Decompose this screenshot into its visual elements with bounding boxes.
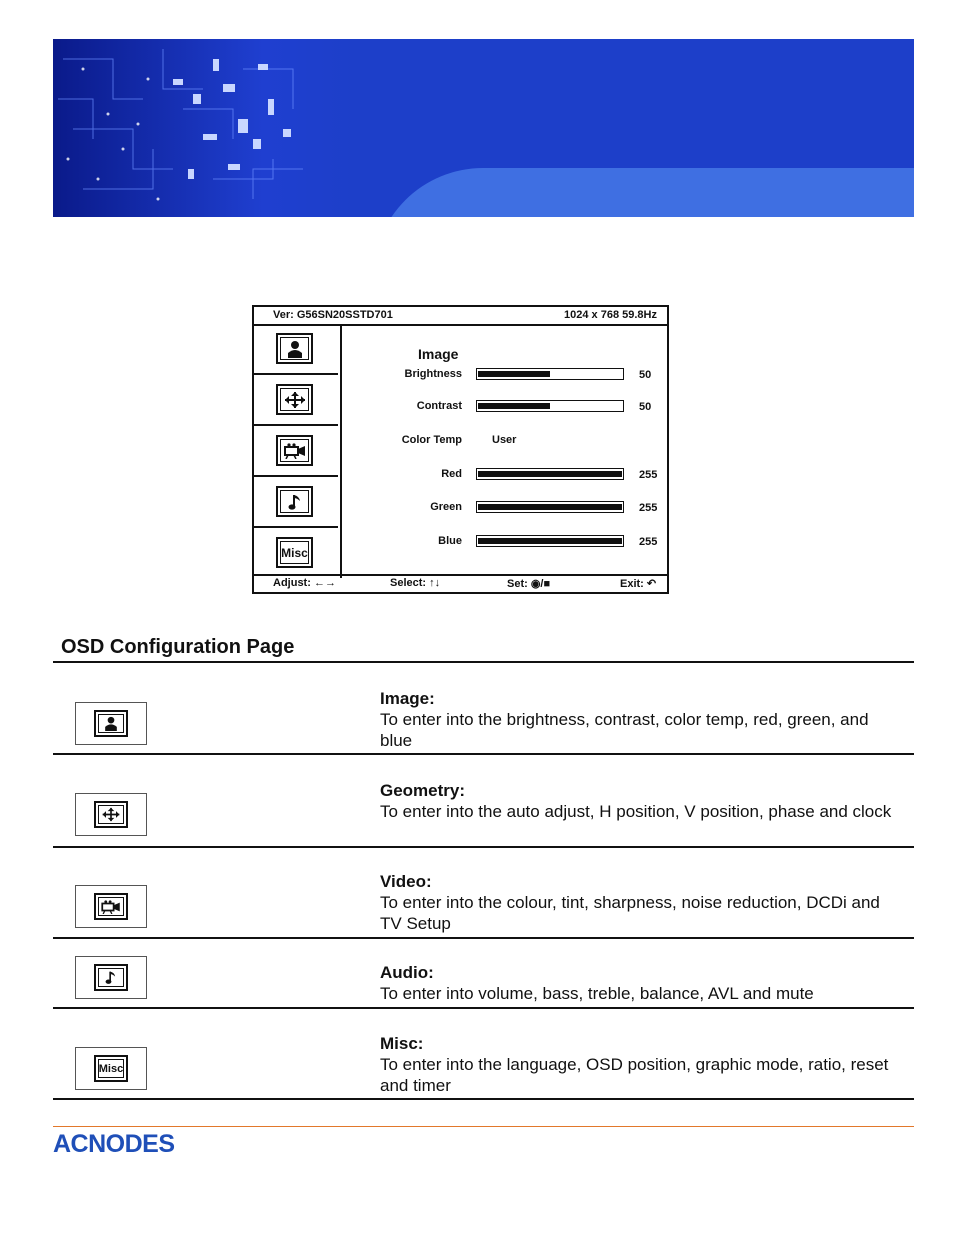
- osd-bottom-bar: [254, 574, 667, 592]
- osd-tab-geometry[interactable]: [254, 375, 338, 426]
- osd-level-bar[interactable]: [476, 535, 624, 547]
- osd-version: Ver: G56SN20SSTD701: [273, 309, 393, 321]
- osd-exit-hint: Exit: ↶: [620, 578, 657, 590]
- osd-level-fill: [478, 371, 550, 377]
- entry-title: Audio:: [380, 963, 434, 982]
- osd-row-label: Color Temp: [401, 434, 462, 446]
- osd-row[interactable]: [342, 433, 668, 449]
- entry-title: Geometry:: [380, 781, 466, 800]
- osd-tab-video[interactable]: [254, 426, 338, 477]
- osd-row-label: Green: [430, 501, 462, 513]
- table-row-rule: [53, 846, 914, 848]
- table-top-rule: [53, 661, 914, 663]
- entry-text: [380, 871, 905, 934]
- osd-tab-misc[interactable]: [254, 528, 338, 577]
- osd-menu-screen: [252, 305, 669, 594]
- osd-row-label: Contrast: [416, 400, 462, 412]
- misc-icon: Misc: [281, 545, 308, 560]
- osd-select-hint: Select: ↑↓: [390, 577, 441, 589]
- entry-description: To enter into volume, bass, treble, balance, AVL and mute: [380, 984, 814, 1003]
- table-row-rule: [53, 753, 914, 755]
- osd-section-title: Image: [418, 346, 459, 362]
- entry-icon-frame: [75, 702, 147, 745]
- osd-tab-image[interactable]: [254, 324, 338, 375]
- misc-icon: Misc: [98, 1062, 124, 1075]
- entry-title: Misc:: [380, 1034, 424, 1053]
- video-camera-icon: [101, 900, 121, 914]
- osd-row-label: Blue: [438, 535, 462, 547]
- entry-icon-frame: [75, 1047, 147, 1090]
- person-icon: [103, 716, 119, 731]
- video-camera-icon: [284, 443, 306, 459]
- osd-tab-column: [254, 324, 342, 578]
- osd-level-bar[interactable]: [476, 368, 624, 380]
- person-icon: [286, 340, 304, 358]
- osd-level-bar[interactable]: [476, 400, 624, 412]
- banner-curve: [373, 168, 914, 217]
- osd-row[interactable]: [342, 534, 668, 550]
- osd-row-value: 50: [639, 369, 652, 381]
- entry-text: [380, 780, 905, 822]
- music-note-icon: [287, 493, 303, 511]
- osd-row-value: 255: [639, 536, 658, 548]
- entry-icon-frame: [75, 956, 147, 999]
- entry-title: Video:: [380, 872, 432, 891]
- table-row-rule: [53, 1007, 914, 1009]
- entry-text: [380, 1033, 905, 1096]
- entry-description: To enter into the brightness, contrast, color temp, red, green, and blue: [380, 710, 869, 750]
- osd-level-bar[interactable]: [476, 468, 624, 480]
- osd-set-hint: Set: ◉/■: [507, 578, 551, 590]
- entry-icon-frame: [75, 885, 147, 928]
- osd-level-bar[interactable]: [476, 501, 624, 513]
- entry-description: To enter into the auto adjust, H position, V position, phase and clock: [380, 802, 892, 821]
- footer-divider: [53, 1126, 914, 1127]
- entry-text: [380, 688, 905, 751]
- osd-level-fill: [478, 504, 622, 510]
- osd-row-label: Brightness: [404, 368, 462, 380]
- move-arrows-icon: [100, 807, 122, 822]
- header-banner: [53, 39, 914, 217]
- entry-description: To enter into the language, OSD position, graphic mode, ratio, reset and timer: [380, 1055, 889, 1095]
- osd-row-text-value: User: [492, 434, 517, 446]
- circuit-board-image: [53, 39, 353, 217]
- osd-tab-audio[interactable]: [254, 477, 338, 528]
- osd-row[interactable]: [342, 500, 668, 516]
- osd-level-fill: [478, 471, 622, 477]
- osd-row-value: 50: [639, 401, 652, 413]
- osd-row[interactable]: [342, 399, 668, 415]
- page-title: OSD Configuration Page: [61, 636, 295, 658]
- move-arrows-icon: [283, 391, 307, 409]
- osd-row-label: Red: [441, 468, 462, 480]
- osd-level-fill: [478, 538, 622, 544]
- osd-content-panel: [342, 324, 667, 578]
- acnodes-logo: ACNODES: [53, 1130, 175, 1158]
- entry-text: [380, 962, 905, 1004]
- osd-row[interactable]: [342, 367, 668, 383]
- entry-title: Image:: [380, 689, 435, 708]
- osd-row[interactable]: [342, 467, 668, 483]
- osd-resolution: 1024 x 768 59.8Hz: [564, 309, 657, 321]
- table-row-rule: [53, 1098, 914, 1100]
- osd-row-value: 255: [639, 502, 658, 514]
- table-row-rule: [53, 937, 914, 939]
- osd-level-fill: [478, 403, 550, 409]
- osd-row-value: 255: [639, 469, 658, 481]
- entry-description: To enter into the colour, tint, sharpness, noise reduction, DCDi and TV Setup: [380, 893, 880, 933]
- music-note-icon: [104, 970, 118, 985]
- entry-icon-frame: [75, 793, 147, 836]
- osd-adjust-hint: Adjust: ←→: [273, 577, 336, 589]
